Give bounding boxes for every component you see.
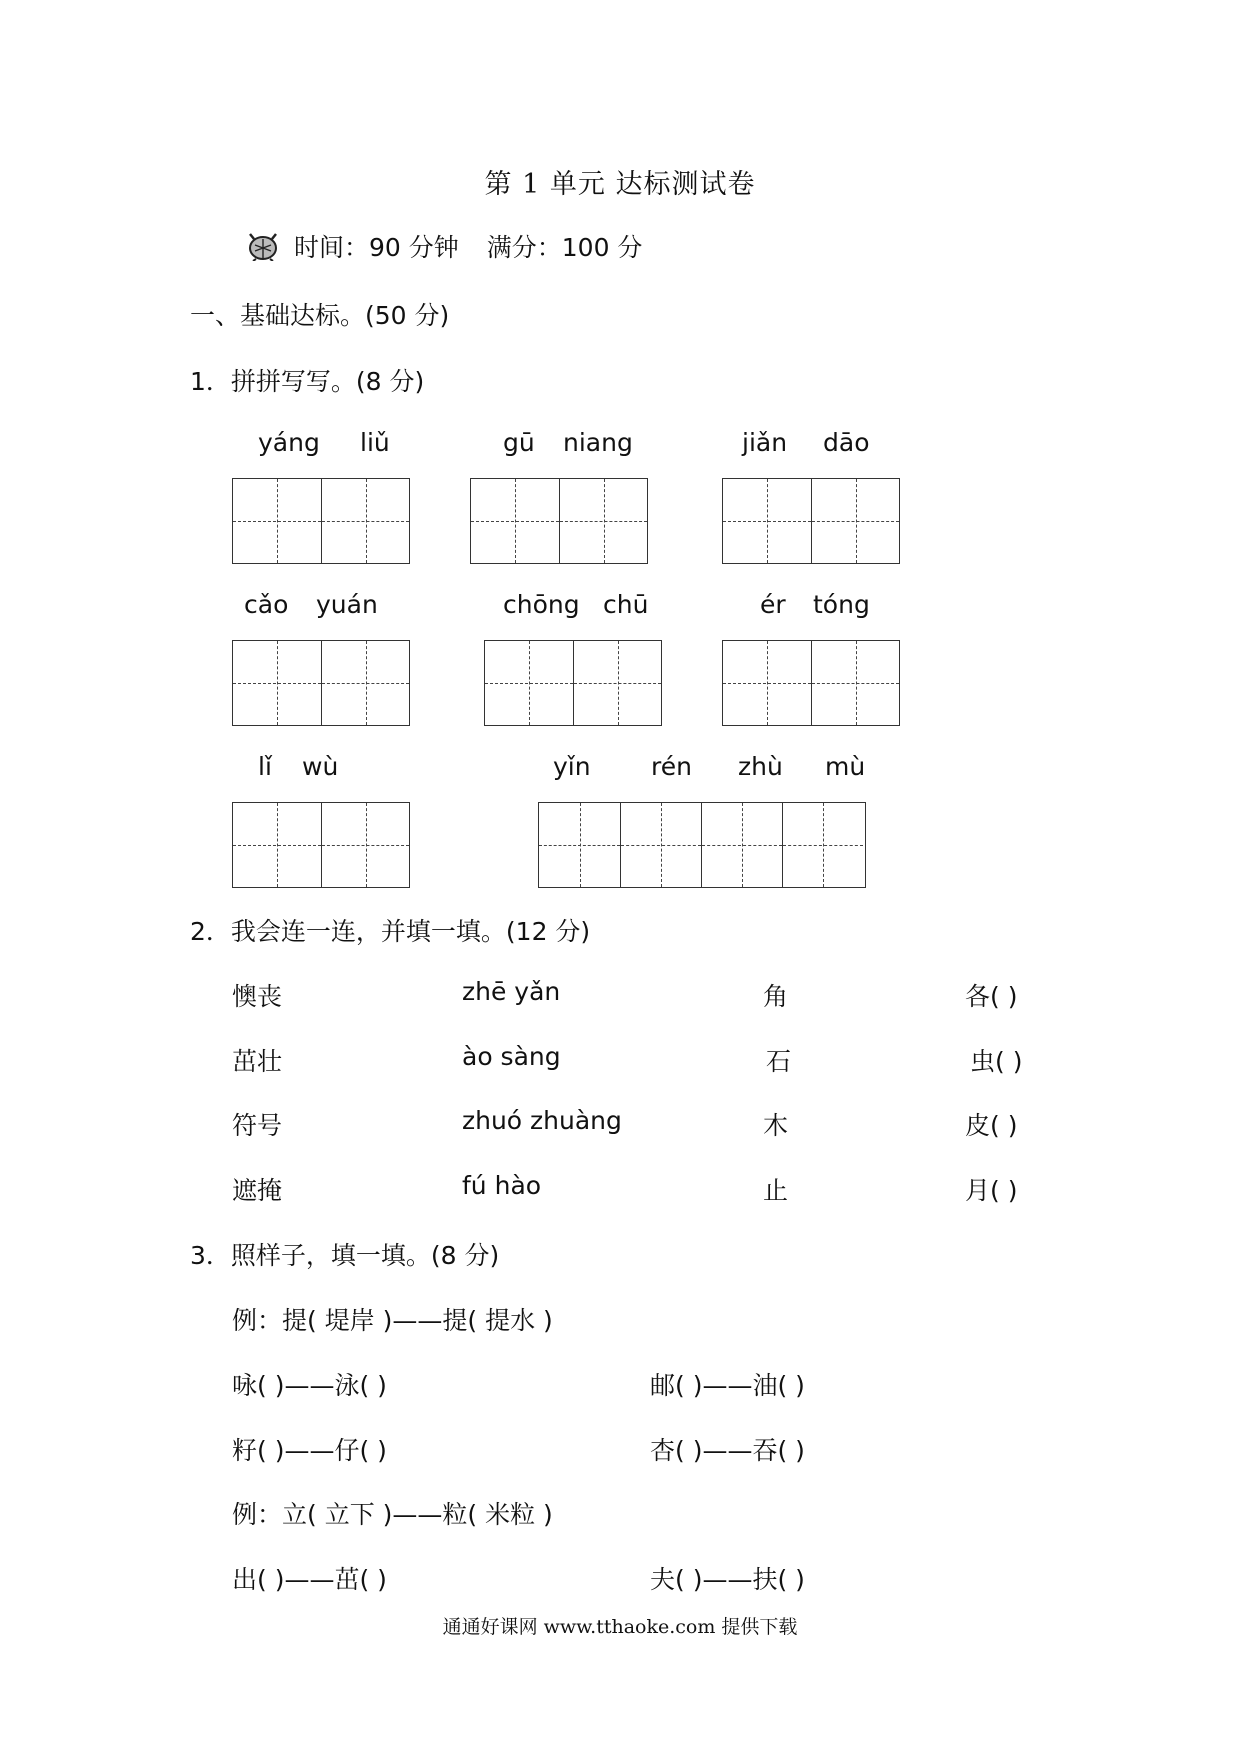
radical: 角 [763,982,789,1011]
full-score: 满分：100 分 [486,233,643,262]
word: 符号 [232,1111,283,1140]
pinyin: chōng [503,590,580,619]
fill-blank[interactable]: 咏( )——泳( ) [232,1371,387,1400]
example: 例：立( 立下 )——粒( 米粒 ) [232,1500,553,1529]
writing-grid[interactable] [232,478,410,564]
example: 例：提( 堤岸 )——提( 提水 ) [232,1306,553,1335]
fill-blank[interactable]: 各( ) [965,982,1018,1011]
pinyin: yǐn [553,752,591,781]
pinyin-option: zhuó zhuàng [462,1106,622,1135]
pinyin: rén [651,752,692,781]
pinyin: yáng [258,428,320,457]
question-3-title: 3．照样子，填一填。(8 分) [190,1241,500,1270]
pinyin: lǐ [258,752,272,781]
fill-blank[interactable]: 皮( ) [965,1111,1018,1140]
writing-grid[interactable] [722,478,900,564]
writing-grid[interactable] [232,640,410,726]
pinyin: mù [825,752,866,781]
exam-info [246,228,670,264]
word: 懊丧 [232,982,283,1011]
pinyin: ér [760,590,786,619]
radical: 石 [766,1047,792,1076]
writing-grid[interactable] [232,802,410,888]
pinyin-option: zhē yǎn [462,977,561,1006]
pinyin: chū [603,590,649,619]
pinyin: dāo [823,428,870,457]
pinyin: niang [563,428,633,457]
fill-blank[interactable]: 月( ) [965,1176,1018,1205]
pinyin: cǎo [244,590,289,619]
pinyin: zhù [738,752,783,781]
fill-blank[interactable]: 夫( )——扶( ) [650,1565,805,1594]
section-heading: 一、基础达标。(50 分) [190,301,450,330]
radical: 木 [763,1111,789,1140]
pinyin: liǔ [360,428,390,457]
fill-blank[interactable]: 邮( )——油( ) [650,1371,805,1400]
writing-grid[interactable] [470,478,648,564]
pinyin-option: ào sàng [462,1042,561,1071]
fill-blank[interactable]: 籽( )——仔( ) [232,1436,387,1465]
footer-note: 通通好课网 www.tthaoke.com 提供下载 [442,1616,798,1638]
time-limit: 时间：90 分钟 [294,233,459,262]
writing-grid[interactable] [484,640,662,726]
pinyin: wù [302,752,339,781]
question-2-title: 2．我会连一连，并填一填。(12 分) [190,917,591,946]
page-title: 第 1 单元 达标测试卷 [484,169,756,200]
pinyin-option: fú hào [462,1171,542,1200]
writing-grid[interactable] [722,640,900,726]
alarm-clock-icon [246,231,280,261]
pinyin: jiǎn [742,428,788,457]
writing-grid[interactable] [538,802,866,888]
pinyin: gū [503,428,535,457]
pinyin: yuán [316,590,378,619]
word: 茁壮 [232,1047,283,1076]
fill-blank[interactable]: 虫( ) [970,1047,1023,1076]
word: 遮掩 [232,1176,283,1205]
fill-blank[interactable]: 杏( )——吞( ) [650,1436,805,1465]
question-1-title: 1．拼拼写写。(8 分) [190,367,425,396]
fill-blank[interactable]: 出( )——茁( ) [232,1565,387,1594]
pinyin: tóng [813,590,870,619]
radical: 止 [763,1176,789,1205]
